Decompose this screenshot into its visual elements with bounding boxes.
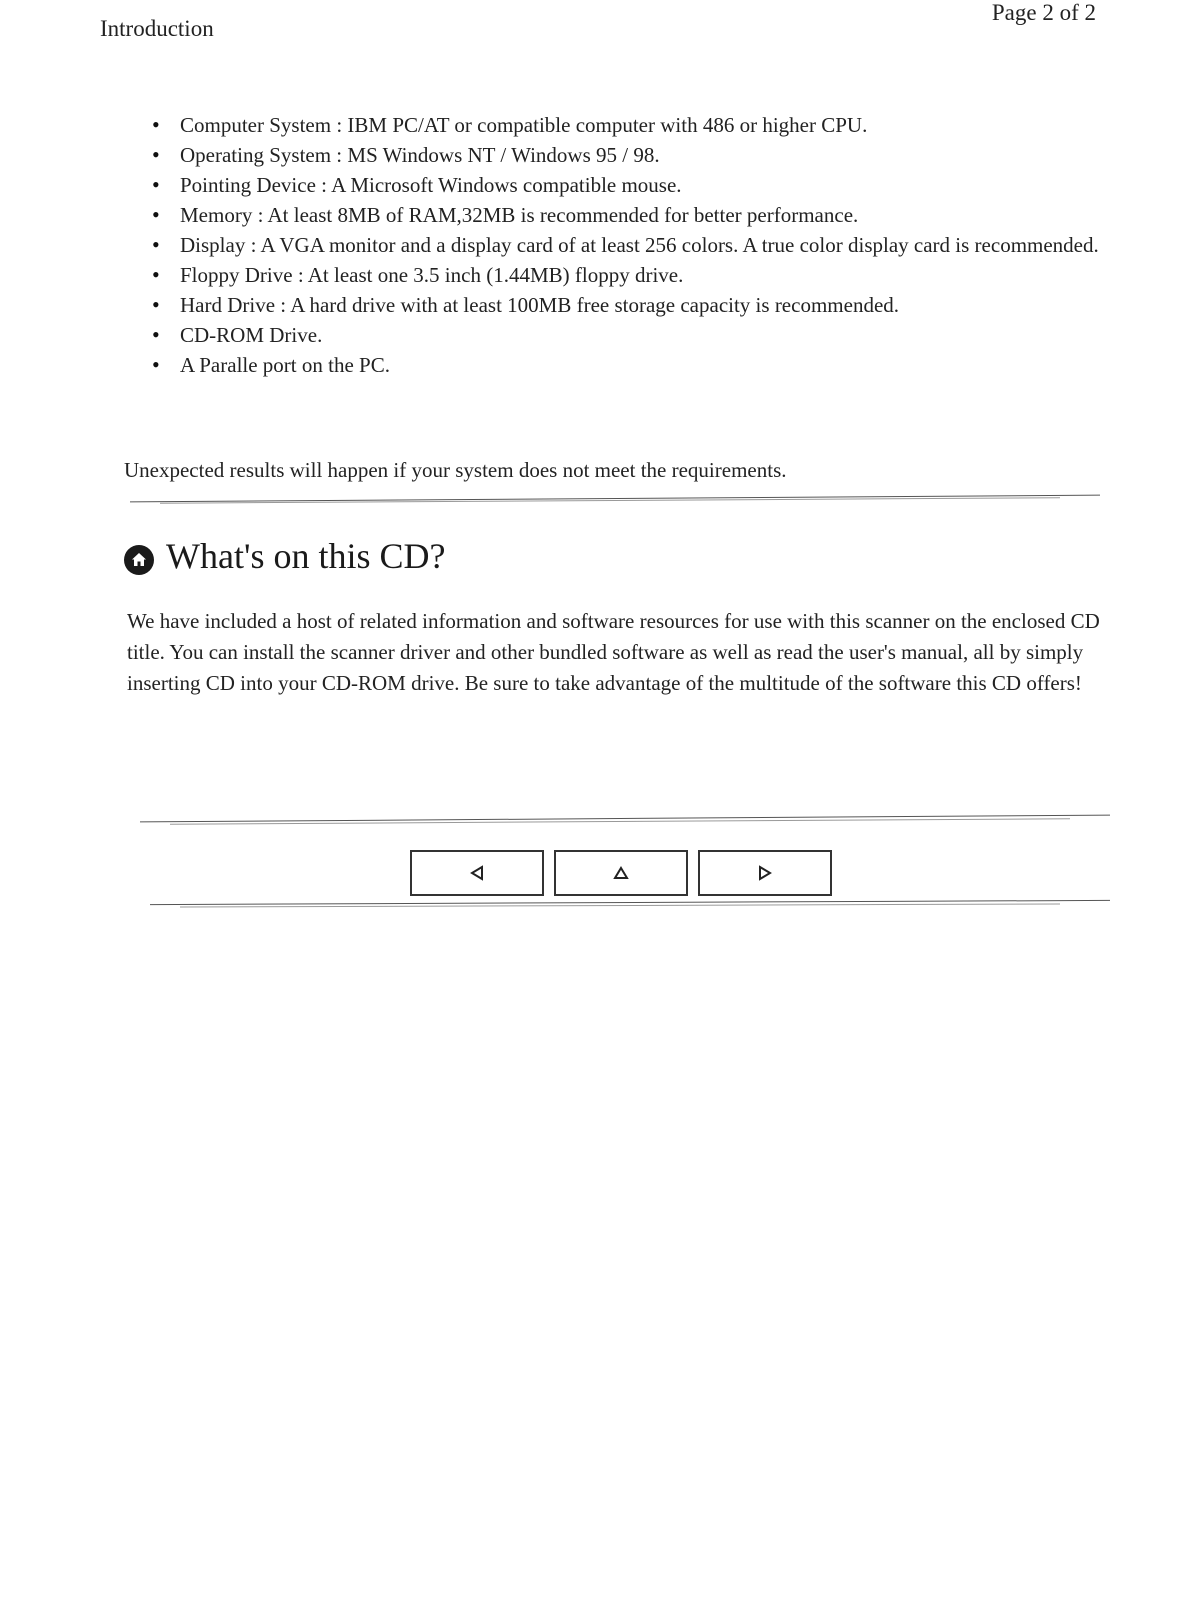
- arrow-right-icon: [757, 865, 773, 881]
- section-body: We have included a host of related information and software resources for use with this scanner on the enclosed CD title. You can install the scanner driver and other bundled software as well as read the user's manual, all by simply inserting CD into your CD-ROM drive. Be sure to take advantage of the multitude of the software this CD offers!: [127, 609, 1100, 695]
- list-item: • CD-ROM Drive.: [180, 320, 1120, 350]
- page-number: Page 2 of 2: [991, 0, 1096, 25]
- list-item: • Memory : At least 8MB of RAM,32MB is recommended for better performance.: [180, 200, 1120, 230]
- arrow-up-icon: [613, 865, 629, 881]
- list-item: • Floppy Drive : At least one 3.5 inch (1.44MB) floppy drive.: [180, 260, 1120, 290]
- list-item: • Display : A VGA monitor and a display card of at least 256 colors. A true color display card is recommended.: [180, 230, 1120, 260]
- previous-page-button[interactable]: [410, 850, 544, 896]
- section-heading: [124, 535, 445, 577]
- section-title: What's on this CD?: [166, 536, 446, 576]
- arrow-left-icon: [469, 865, 485, 881]
- list-item: • Pointing Device : A Microsoft Windows compatible mouse.: [180, 170, 1120, 200]
- divider: [170, 818, 1070, 824]
- requirements-list: [150, 110, 1120, 380]
- list-item: • Hard Drive : A hard drive with at least 100MB free storage capacity is recommended.: [180, 290, 1120, 320]
- list-item: • Computer System : IBM PC/AT or compatible computer with 486 or higher CPU.: [180, 110, 1120, 140]
- list-item: • Operating System : MS Windows NT / Windows 95 / 98.: [180, 140, 1120, 170]
- page-header-section: Introduction: [100, 16, 214, 41]
- list-item: • A Paralle port on the PC.: [180, 350, 1120, 380]
- next-page-button[interactable]: [698, 850, 832, 896]
- up-page-button[interactable]: [554, 850, 688, 896]
- page-navigation: [410, 850, 842, 896]
- requirements-warning: Unexpected results will happen if your system does not meet the requirements.: [124, 458, 787, 482]
- home-icon[interactable]: [124, 545, 154, 575]
